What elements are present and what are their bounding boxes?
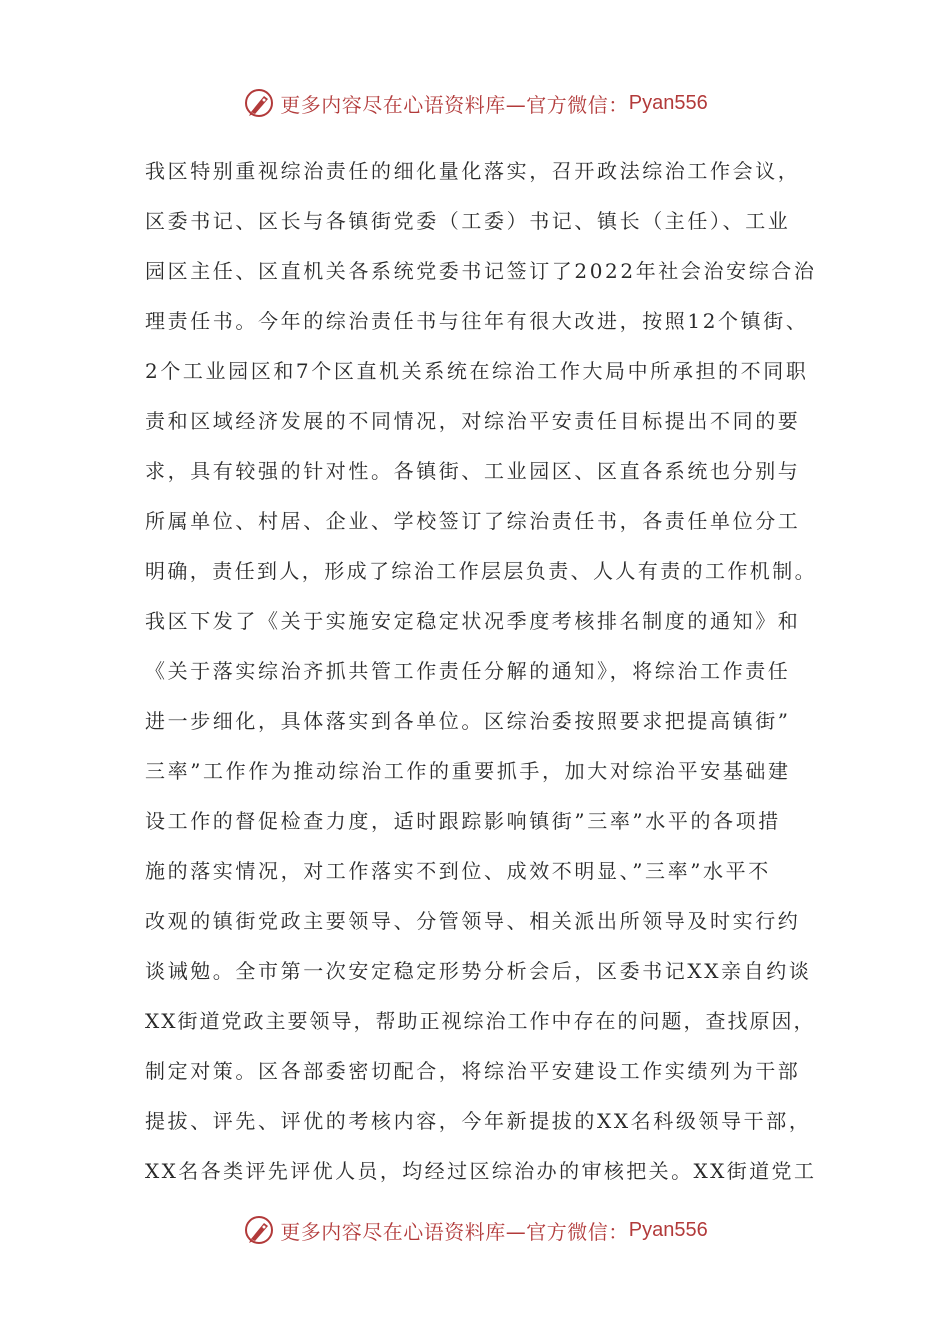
body-line: 责和区域经济发展的不同情况，对综治平安责任目标提出不同的要 (145, 409, 801, 433)
body-line: 区委书记、区长与各镇街党委（工委）书记、镇长（主任）、工业 (145, 209, 791, 233)
body-line: 《关于落实综治齐抓共管工作责任分解的通知》，将综治工作责任 (145, 659, 791, 683)
body-line: XX名各类评先评优人员，均经过区综治办的审核把关。XX街道党工 (145, 1159, 817, 1183)
body-line: 进一步细化，具体落实到各单位。区综治委按照要求把提高镇街” (145, 709, 791, 733)
header-wechat-id: Pyan556 (628, 91, 708, 114)
body-line: 园区主任、区直机关各系统党委书记签订了2022年社会治安综合治 (145, 259, 817, 283)
body-line: 提拔、评先、评优的考核内容，今年新提拔的XX名科级领导干部， (145, 1109, 812, 1133)
body-line: 三率”工作作为推动综治工作的重要抓手，加大对综治平安基础建 (145, 759, 791, 783)
pen-nib-logo-icon (242, 86, 276, 120)
footer-banner-text: 更多内容尽在心语资料库—官方微信： (280, 1219, 629, 1244)
pen-nib-logo-icon (242, 1213, 276, 1247)
footer-wechat-id: Pyan556 (628, 1218, 708, 1241)
body-line: 改观的镇街党政主要领导、分管领导、相关派出所领导及时实行约 (145, 909, 801, 933)
body-line: 2个工业园区和7个区直机关系统在综治工作大局中所承担的不同职 (145, 359, 809, 383)
body-line: 我区特别重视综治责任的细化量化落实，召开政法综治工作会议， (145, 159, 801, 183)
document-body (145, 146, 815, 1196)
body-line: XX街道党政主要领导，帮助正视综治工作中存在的问题，查找原因， (145, 1009, 816, 1033)
body-line: 理责任书。今年的综治责任书与往年有很大改进，按照12个镇街、 (145, 309, 809, 333)
body-line: 设工作的督促检查力度，适时跟踪影响镇街”三率”水平的各项措 (145, 809, 781, 833)
header-banner-text: 更多内容尽在心语资料库—官方微信： (280, 92, 629, 117)
header-banner (0, 83, 950, 123)
body-line: 制定对策。区各部委密切配合，将综治平安建设工作实绩列为干部 (145, 1059, 801, 1083)
body-line: 施的落实情况，对工作落实不到位、成效不明显、”三率”水平不 (145, 859, 771, 883)
body-line: 谈诫勉。全市第一次安定稳定形势分析会后，区委书记XX亲自约谈 (145, 959, 812, 983)
footer-banner (0, 1210, 950, 1250)
body-line: 求，具有较强的针对性。各镇街、工业园区、区直各系统也分别与 (145, 459, 801, 483)
body-line: 所属单位、村居、企业、学校签订了综治责任书，各责任单位分工 (145, 509, 801, 533)
body-line: 明确，责任到人，形成了综治工作层层负责、人人有责的工作机制。 (145, 559, 817, 583)
body-line: 我区下发了《关于实施安定稳定状况季度考核排名制度的通知》和 (145, 609, 801, 633)
